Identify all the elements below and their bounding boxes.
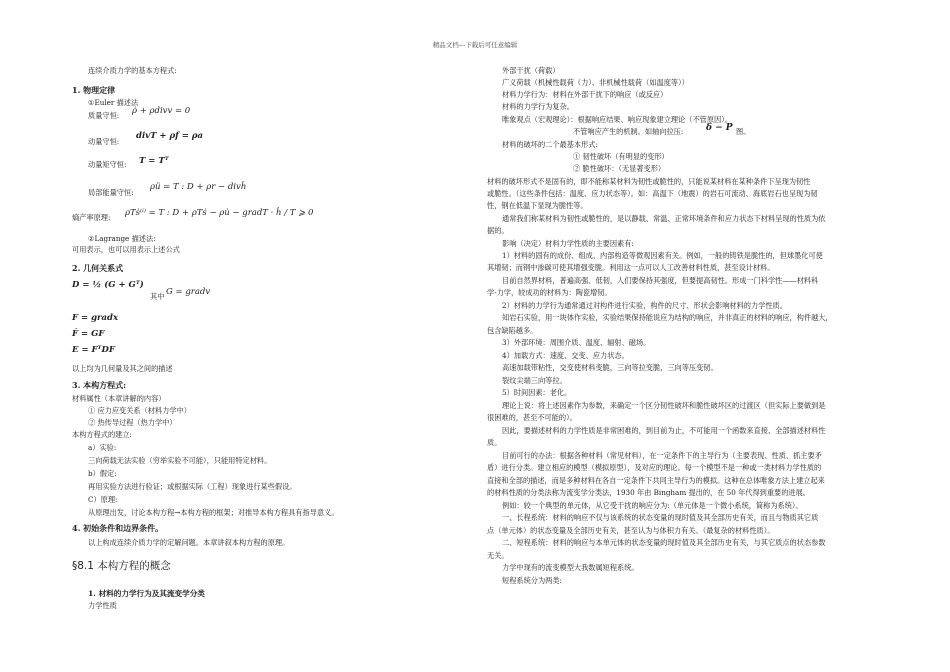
right-line: 或脆性。（这些条件包括：温度、应力状态等）。如：高温下（地震）的岩石可流动、海底岩石也呈现为韧 <box>487 189 818 198</box>
right-line: 性，钢在低温下显现为脆性等。 <box>487 201 588 210</box>
right-line: 材料的破坏的二个最基本形式: <box>502 140 598 149</box>
right-line: 广义荷载（机械性载荷（力）、非机械性载荷（如温度等）） <box>502 78 689 87</box>
page-header: 精品文档---下载后可任意编辑 <box>432 41 518 49</box>
right-line: 因此，要描述材料的力学性质是非常困难的，到目前为止，不可能用一个函数来直接、全部描述材料性 <box>502 426 826 435</box>
right-line: 目前自然界材料，普遍高强、低韧，人们要保持其强度，但要提高韧性。形成一门科学性——材料科 <box>502 276 819 285</box>
item-c-label: C）原理: <box>88 495 118 504</box>
right-line: 影响（决定）材料力学性质的主要因素有: <box>502 239 634 248</box>
right-line: ② 脆性破坏：（无显著变形） <box>573 164 666 173</box>
section-1-title: 1. 物理定律 <box>72 85 116 95</box>
right-line: 无关。 <box>487 551 509 560</box>
right-line: 4）加载方式：速度、交变、应力状态。 <box>502 351 629 360</box>
property-item-2: ② 热传导过程（热力学中） <box>88 418 177 427</box>
right-line: 短程系统分为两类: <box>502 576 562 585</box>
item-b-text: 再用实验方法进行验证；或根据实际（工程）现象进行某些假设。 <box>88 482 297 491</box>
g-equation: G = gradv <box>166 287 211 297</box>
right-line: 例如：较一个典型的单元体，从它受干扰的响应分为:（单元体是一个微小系统，简称为系统）。 <box>502 501 803 510</box>
item-a-text: 三向荷载无法实验（穷举实验不可能），只能用特定材料。 <box>88 456 272 465</box>
right-line: 图。 <box>736 127 751 136</box>
subsection-1-text: 力学性质 <box>88 601 117 610</box>
right-line: 质。 <box>487 438 502 447</box>
right-line: 知岩石实验，用一块体作实验，实验结果保持能说应为结构的响应，并非真正的材料的响应，构件越大， <box>502 313 833 322</box>
right-line: 3）外部环境：周围介质、温度、辐射、磁场。 <box>502 338 651 347</box>
property-item-1: ① 应力应变关系（材料力学中） <box>88 406 191 415</box>
right-line: 1）材料的固有的成份、组成、内部构造等微观因素有关。例如，一般的铸铁是脆性的，但球墨化可使 <box>502 251 823 260</box>
right-line: 唯象观点（宏观理论）：根据响应结果、响应现象建立理论（不管原因）。 <box>502 115 732 124</box>
right-line: 一、长程系统：材料的响应不仅与该系统的状态变量的现时值及其全部历史有关，而且与物质其它质 <box>502 513 819 522</box>
right-line: 据的。 <box>487 226 509 235</box>
section-8-1-heading: §8.1 本构方程的概念 <box>72 560 171 572</box>
angular-momentum-label: 动量矩守恒: <box>88 160 127 169</box>
delta-p-symbol: δ − P <box>706 123 733 133</box>
f-gradient-equation: F = gradx <box>72 313 119 323</box>
entropy-equation: ρTṡ⁽ⁱ⁾ = T : D + ρTṡ − ρu̇ − gradT · ḣ / T ⩾ 0 <box>125 208 314 218</box>
item-a-label: a）实验: <box>88 443 117 452</box>
right-line: 直接和全部的描述，而是多种材料在各自一定条件下共同主导行为的模拟。这种在总体唯象方法上建立起来 <box>487 476 825 485</box>
item-b-label: b）假定: <box>88 469 117 478</box>
mass-equation: ρ̇ + ρdivv = 0 <box>132 106 191 116</box>
momentum-label: 动量守恒: <box>88 137 120 146</box>
item-c-text: 从原理出发，讨论本构方程→本构方程的框架；对推导本构方程具有指导意义。 <box>88 508 339 517</box>
right-line: 很困难的，甚至不可能的）。 <box>487 413 577 422</box>
right-line: 2）材料的力学行为通常通过对构件进行实验，构件的尺寸、形状会影响材料的力学性质。 <box>502 301 787 310</box>
f-rate-equation: Ḟ = GF <box>72 329 105 339</box>
either-description-text: 可用表示，也可以用表示上述公式 <box>72 245 180 254</box>
right-line: 通常我们称某材料为韧性或脆性的，是以静载、常温、正常环境条件和应力状态下材料呈现的性质为依 <box>502 214 826 223</box>
euler-label: ①Euler 描述法 <box>88 98 139 107</box>
section-3-title: 3. 本构方程式: <box>72 380 127 390</box>
right-line: 不管响应产生的机制。如轴向拉压: <box>573 127 684 136</box>
right-line: 5）时间因素：老化。 <box>502 388 572 397</box>
right-line: 材料的破坏形式不是固有的，即不能称某材料为韧性或脆性的，只能说某材料在某种条件下呈现为韧性 <box>487 177 811 186</box>
section-4-title: 4. 初始条件和边界条件。 <box>72 523 164 533</box>
right-line: 目前可行的办法：根据各种材料（常见材料），在一定条件下的主导行为（主要表现、性质、抓主要矛 <box>502 451 822 460</box>
right-line: 裂纹尖端三向等拉。 <box>502 376 567 385</box>
right-line: 材料的力学行为复杂。 <box>502 102 574 111</box>
right-line: ① 韧性破坏（有明显的变形） <box>573 152 669 161</box>
right-line: 其增韧；而钢中渗碳可使其增强变脆。利用这一点可以人工改善材料性质，甚至设计材料。 <box>487 263 775 272</box>
energy-equation: ρü = T : D + ρr − divḣ <box>150 182 247 192</box>
right-line: 点（单元体）的状态变量及全部历史有关，甚至认为与体积力有关。（最复杂的材料性质）。 <box>487 526 775 535</box>
right-line: 外部干扰（荷载） <box>502 66 560 75</box>
e-equation: E = FᵀDF <box>72 345 115 355</box>
subsection-1-title: 1. 材料的力学行为及其流变学分类 <box>88 589 205 598</box>
right-line: 学-力学，较成功的材料为：陶瓷增韧。 <box>487 288 612 297</box>
momentum-equation: divT + ρf = ρa <box>136 131 203 141</box>
right-line: 二、短程系统：材料的响应与本单元体的状态变量的现时值及其全部历史有关，与其它质点的状态参数 <box>502 538 826 547</box>
material-properties-text: 材料属性（本章讲解的内容） <box>72 394 166 403</box>
where-label: 其中 <box>150 292 165 301</box>
right-line: 包含缺陷越多。 <box>487 326 538 335</box>
right-line: 盾）进行分类。建立相应的模型（模拟原型），及对应的理论。每一个模型不是一种或一类材料力学性质的 <box>487 463 822 472</box>
establish-text: 本构方程式的建立: <box>72 430 132 439</box>
intro-text: 连续介质力学的基本方程式: <box>88 66 177 75</box>
geometry-note: 以上均为几何量及其之间的描述 <box>72 364 173 373</box>
energy-label: 局部能量守恒: <box>88 188 134 197</box>
right-line: 力学中现有的流变模型大我数属短程系统。 <box>502 563 639 572</box>
right-line: 高速加载带粘性，交变使材料变脆，三向等拉变脆，三向等压变韧。 <box>502 363 718 372</box>
entropy-label: 熵产率原理: <box>72 213 111 222</box>
section-2-title: 2. 几何关系式 <box>72 263 124 273</box>
right-line: 材料力学行为：材料在外部干扰下的响应（或反应） <box>502 90 668 99</box>
right-line: 理论上说：将上述因素作为参数，来确定一个区分韧性破坏和脆性破坏区的过渡区（但实际上要做到是 <box>502 401 826 410</box>
angular-momentum-equation: T = Tᵀ <box>139 156 169 166</box>
section-4-text: 以上构成连续介质力学的定解问题。本章讲叙本构方程的原理。 <box>88 538 290 547</box>
mass-label: 质量守恒: <box>88 111 120 120</box>
right-line: 的材料性质的分类法称为流变学分类法，1930 年由 Bingham 提出的，在 50 年代得到重要的进展。 <box>487 488 810 497</box>
lagrange-label: ②Lagrange 描述法: <box>88 234 156 243</box>
d-equation: D = ½ (G + Gᵀ) <box>72 280 144 290</box>
